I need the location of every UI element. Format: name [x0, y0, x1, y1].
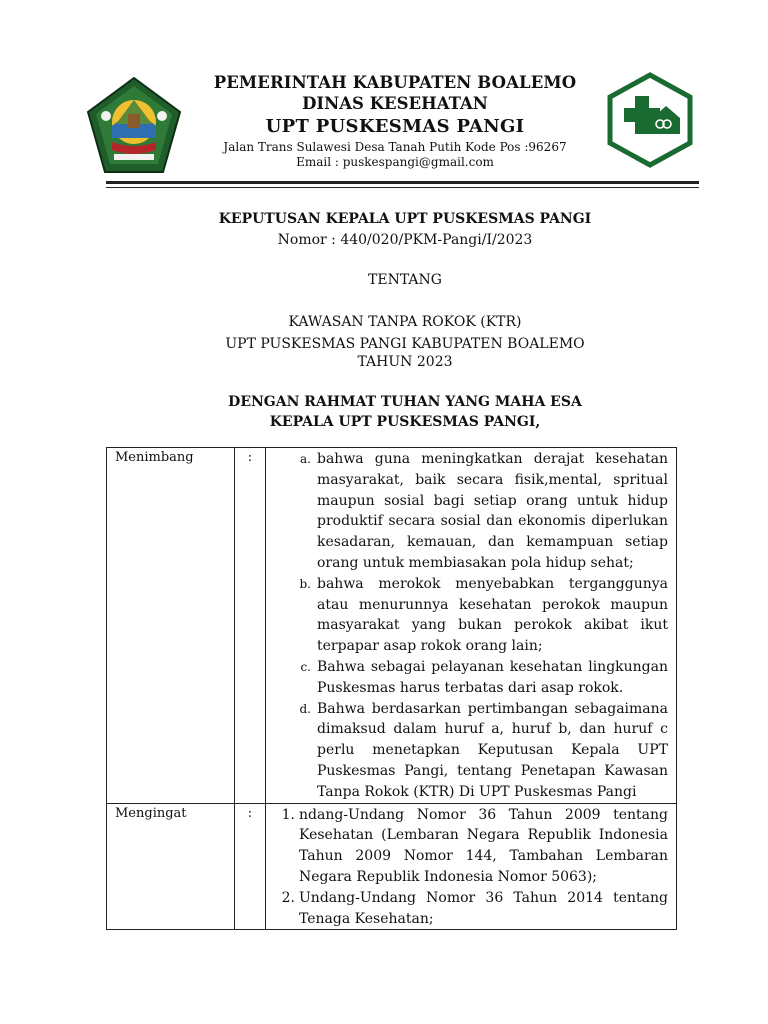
- item-marker: a.: [300, 452, 311, 466]
- item-text: Bahwa sebagai pelayanan kesehatan lingkungan Puskesmas harus terbatas dari asap rokok.: [317, 658, 668, 696]
- opening-line-1: DENGAN RAHMAT TUHAN YANG MAHA ESA: [228, 394, 582, 410]
- menimbang-item: [266, 449, 668, 574]
- subject-line-2: UPT PUSKESMAS PANGI KABUPATEN BOALEMO: [225, 336, 585, 352]
- government-name: PEMERINTAH KABUPATEN BOALEMO: [213, 73, 577, 92]
- mengingat-label: Mengingat: [107, 803, 235, 930]
- menimbang-item: [266, 574, 668, 657]
- menimbang-row: [107, 448, 677, 804]
- menimbang-item: [266, 657, 668, 699]
- considerations-table: [106, 447, 677, 930]
- mengingat-item: [266, 805, 668, 888]
- opening-line-2: KEPALA UPT PUSKESMAS PANGI,: [269, 414, 541, 430]
- decree-title: KEPUTUSAN KEPALA UPT PUSKESMAS PANGI: [218, 211, 592, 227]
- about-heading: TENTANG: [368, 272, 442, 288]
- item-marker: b.: [299, 576, 311, 591]
- puskesmas-logo: [606, 72, 694, 168]
- menimbang-item: [266, 699, 668, 803]
- mengingat-item: [266, 888, 668, 930]
- item-text: bahwa guna meningkatkan derajat kesehatan masyarakat, baik secara fisik,mental, spritual maupun sosial bagi setiap orang untuk hidup produktif secara sosial dan ekonomis diperlukan kesadaran, kemauan, dan kemampuan setiap orang untuk membiasakan pola hidup sehat;: [317, 451, 668, 571]
- subject-line-3: TAHUN 2023: [357, 354, 453, 370]
- menimbang-content: [266, 448, 677, 804]
- letterhead: [190, 72, 600, 170]
- address-text: Jalan Trans Sulawesi Desa Tanah Putih Kode Pos :96267: [223, 140, 567, 154]
- letterhead-divider-thin: [106, 187, 699, 188]
- menimbang-label: Menimbang: [107, 448, 235, 804]
- institution-name: UPT PUSKESMAS PANGI: [265, 116, 525, 137]
- email-text: Email : puskespangi@gmail.com: [296, 155, 494, 169]
- item-text: bahwa merokok menyebabkan terganggunya atau menurunnya kesehatan perokok maupun masyarakat yang bukan perokok akibat ikut terpapar asap rokok orang lain;: [317, 575, 668, 655]
- letterhead-divider-thick: [106, 181, 699, 184]
- item-text: Bahwa berdasarkan pertimbangan sebagaimana dimaksud dalam huruf a, huruf b, dan huruf c perlu menetapkan Keputusan Kepala UPT Puskesmas Pangi, tentang Penetapan Kawasan Tanpa Rokok (KTR) Di UPT Puskesmas Pangi: [317, 700, 668, 800]
- item-marker: 2.: [281, 889, 295, 906]
- item-marker: 1.: [281, 806, 295, 823]
- item-marker: d.: [299, 701, 311, 716]
- boalemo-regency-emblem: [86, 76, 182, 176]
- item-text: ndang-Undang Nomor 36 Tahun 2009 tentang Kesehatan (Lembaran Negara Republik Indonesia Tahun 2009 Nomor 144, Tambahan Lembaran Negara Republik Indonesia Nomor 5063);: [299, 806, 668, 885]
- item-text: Undang-Undang Nomor 36 Tahun 2014 tentang Tenaga Kesehatan;: [299, 889, 668, 927]
- menimbang-colon: :: [235, 448, 266, 804]
- mengingat-row: [107, 803, 677, 930]
- subject-line-1: KAWASAN TANPA ROKOK (KTR): [288, 314, 522, 330]
- item-marker: c.: [300, 659, 311, 674]
- department-name: DINAS KESEHATAN: [302, 94, 488, 113]
- mengingat-colon: :: [235, 803, 266, 930]
- mengingat-content: [266, 803, 677, 930]
- decree-number: Nomor : 440/020/PKM-Pangi/I/2023: [277, 232, 533, 248]
